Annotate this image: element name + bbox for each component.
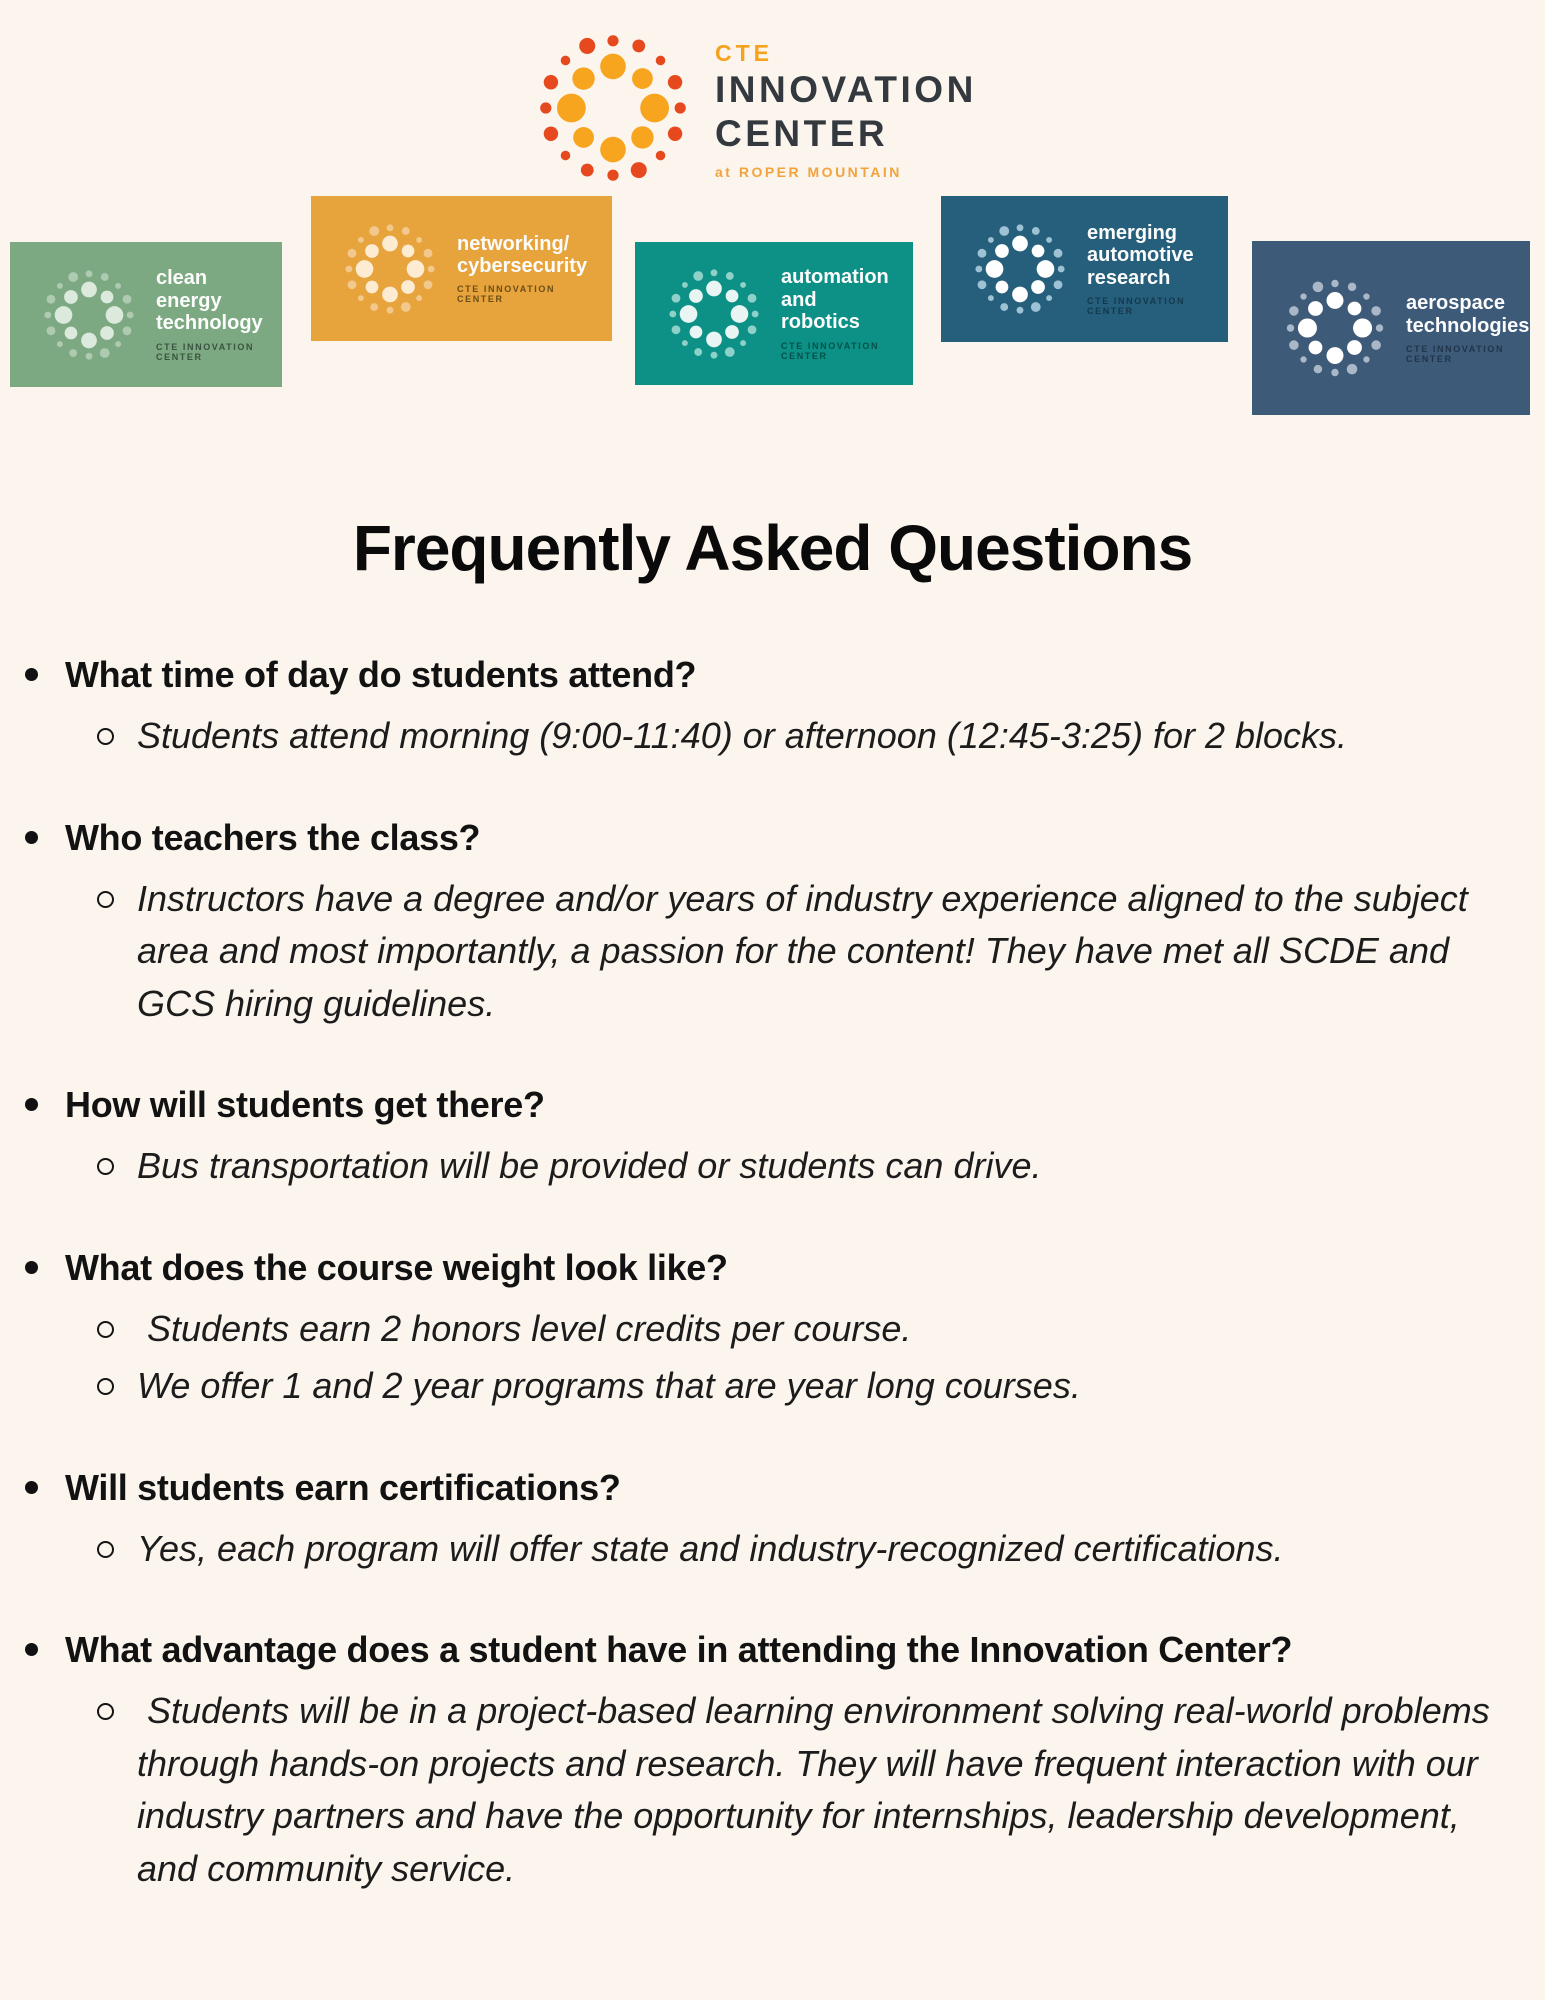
faq-item — [25, 1465, 1520, 1576]
bullet-icon — [25, 815, 65, 860]
faq-list — [25, 652, 1520, 1948]
brand-line-center: CENTER — [715, 113, 889, 155]
card-text — [457, 233, 596, 305]
card-text — [781, 266, 897, 360]
dot-ring-icon — [665, 265, 763, 363]
circle-bullet-icon — [97, 1703, 114, 1720]
card-text — [1406, 292, 1529, 364]
faq-question: How will students get there? — [65, 1084, 545, 1126]
card-text — [156, 267, 266, 361]
brand-wordmark — [715, 40, 977, 180]
bullet-icon — [25, 652, 65, 697]
page-title: Frequently Asked Questions — [352, 511, 1193, 584]
card-title: networking/ cybersecurity — [457, 232, 588, 277]
faq-answer: Bus transportation will be provided or students can drive. — [137, 1145, 1042, 1187]
dot-ring-icon — [40, 266, 138, 364]
faq-question: Will students earn certifications? — [65, 1466, 621, 1508]
brand-cte-label: CTE — [715, 40, 773, 66]
bullet-icon — [25, 1082, 65, 1127]
circle-bullet-icon — [97, 891, 114, 908]
program-card-networking-cybersecurity — [311, 196, 612, 341]
program-card-aerospace-technologies — [1252, 241, 1530, 415]
faq-answer: Students will be in a project-based learning environment solving real-world problems through hands-on projects and research. They will have frequent interaction with our industry partners and have the opportunity for internships, leadership development, and community service. — [137, 1690, 1500, 1890]
circle-bullet-icon — [97, 1321, 114, 1338]
program-card-clean-energy — [10, 242, 282, 387]
faq-item — [25, 1082, 1520, 1193]
card-text — [1087, 222, 1212, 316]
card-title: automation and robotics — [781, 266, 889, 334]
faq-answer: Students earn 2 honors level credits per course. — [137, 1307, 912, 1349]
card-title: aerospace technologies — [1406, 292, 1530, 337]
faq-item — [25, 815, 1520, 1031]
faq-answer: Yes, each program will offer state and industry-recognized certifications. — [137, 1527, 1284, 1569]
program-card-emerging-automotive-research — [941, 196, 1228, 342]
circle-bullet-icon — [97, 1158, 114, 1175]
faq-item — [25, 652, 1520, 763]
circle-bullet-icon — [97, 728, 114, 745]
circle-bullet-icon — [97, 1378, 114, 1395]
card-subtitle: CTE INNOVATION CENTER — [457, 284, 556, 305]
faq-question: What time of day do students attend? — [65, 654, 697, 695]
faq-question: What does the course weight look like? — [65, 1246, 728, 1288]
faq-answer: We offer 1 and 2 year programs that are year long courses. — [137, 1365, 1081, 1407]
bullet-icon — [25, 1627, 65, 1672]
bullet-icon — [25, 1465, 65, 1510]
card-subtitle: CTE INNOVATION CENTER — [156, 341, 255, 362]
card-subtitle: CTE INNOVATION CENTER — [1406, 343, 1505, 364]
dot-ring-icon — [971, 220, 1069, 318]
card-title: clean energy technology — [156, 267, 263, 335]
cte-dot-ring-logo-icon — [533, 28, 693, 188]
faq-answer: Students attend morning (9:00-11:40) or afternoon (12:45-3:25) for 2 blocks. — [137, 715, 1348, 756]
dot-ring-icon — [341, 220, 439, 318]
faq-item — [25, 1245, 1520, 1413]
dot-ring-icon — [1282, 275, 1388, 381]
brand-line-innovation: INNOVATION — [715, 69, 977, 110]
bullet-icon — [25, 1245, 65, 1290]
program-card-automation-robotics — [635, 242, 913, 385]
faq-question: What advantage does a student have in attending the Innovation Center? — [65, 1629, 1293, 1671]
card-subtitle: CTE INNOVATION CENTER — [1087, 296, 1186, 317]
card-title: emerging automotive research — [1087, 221, 1194, 289]
brand-tagline: at ROPER MOUNTAIN — [715, 164, 902, 181]
faq-question: Who teachers the class? — [65, 816, 481, 858]
faq-answer: Instructors have a degree and/or years of industry experience aligned to the subject area and most importantly, a passion for the content! They have met all SCDE and GCS hiring guidelines. — [137, 877, 1478, 1024]
circle-bullet-icon — [97, 1541, 114, 1558]
faq-item — [25, 1627, 1520, 1895]
card-subtitle: CTE INNOVATION CENTER — [781, 340, 880, 361]
brand-header — [533, 28, 977, 188]
